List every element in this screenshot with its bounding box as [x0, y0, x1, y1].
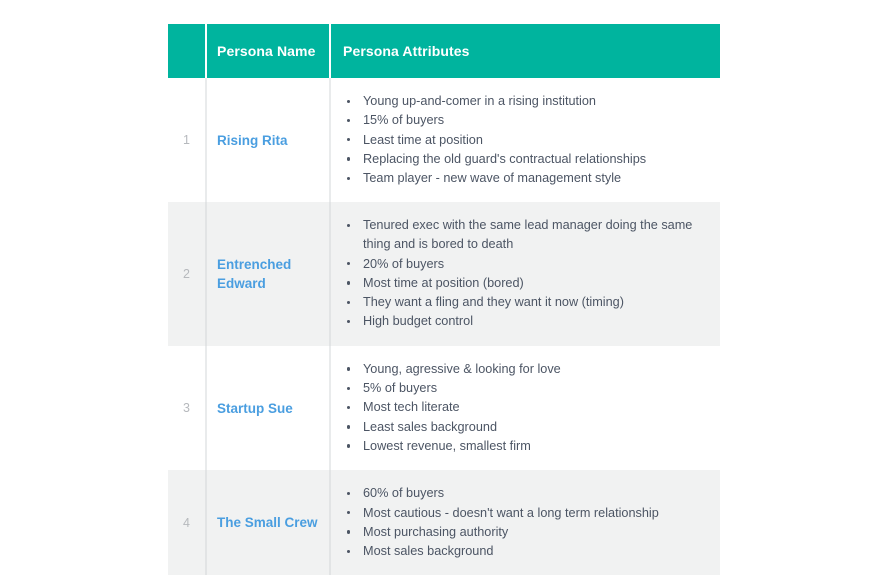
attribute-item — [343, 274, 706, 293]
row-number: 1 — [168, 78, 206, 202]
attribute-text: Young up-and-comer in a rising institution — [363, 94, 596, 108]
bullet-icon — [347, 281, 350, 284]
bullet-icon — [347, 511, 350, 514]
table-row — [168, 78, 720, 202]
attribute-text: Most cautious - doesn't want a long term relationship — [363, 505, 659, 520]
bullet-icon — [347, 367, 350, 370]
persona-name-cell — [206, 78, 330, 202]
attribute-item — [343, 111, 706, 130]
attribute-text: 20% of buyers — [363, 256, 445, 271]
attribute-item — [343, 418, 706, 437]
attribute-list — [343, 484, 706, 561]
bullet-icon — [347, 119, 350, 122]
attribute-text: Most sales background — [363, 544, 494, 559]
persona-table — [168, 24, 720, 575]
attribute-text: Most time at position (bored) — [363, 275, 524, 290]
persona-name-cell — [206, 346, 330, 470]
table-body — [168, 78, 720, 575]
attribute-item — [343, 169, 706, 188]
attribute-item — [343, 312, 706, 331]
attribute-item — [343, 293, 706, 312]
persona-name-link[interactable]: Entrenched Edward — [217, 257, 292, 292]
attribute-text: Tenured exec with the same lead manager doing the same thing and is bored to death — [363, 218, 693, 252]
attribute-text: 60% of buyers — [363, 486, 445, 501]
attribute-text: Most tech literate — [363, 400, 460, 415]
persona-attributes-cell — [330, 202, 720, 345]
persona-name-cell — [206, 202, 330, 345]
attribute-item — [343, 542, 706, 561]
attribute-item — [343, 484, 706, 503]
bullet-icon — [347, 444, 350, 447]
attribute-text: 5% of buyers — [363, 381, 438, 396]
attribute-item — [343, 360, 706, 379]
attribute-text: Team player - new wave of management style — [363, 171, 622, 186]
row-number: 3 — [168, 346, 206, 470]
column-header-persona-name: Persona Name — [206, 24, 330, 78]
attribute-item — [343, 379, 706, 398]
attribute-item — [343, 131, 706, 150]
bullet-icon — [347, 138, 350, 141]
bullet-icon — [347, 550, 350, 553]
bullet-icon — [347, 530, 350, 533]
bullet-icon — [347, 177, 350, 180]
persona-name-link[interactable]: Rising Rita — [217, 132, 288, 148]
attribute-list — [343, 92, 706, 188]
row-number: 4 — [168, 470, 206, 575]
persona-name-link[interactable]: The Small Crew — [217, 515, 318, 531]
persona-attributes-cell — [330, 470, 720, 575]
persona-attributes-cell — [330, 346, 720, 470]
attribute-text: Lowest revenue, smallest firm — [363, 438, 531, 453]
bullet-icon — [347, 406, 350, 409]
bullet-icon — [347, 320, 350, 323]
row-number: 2 — [168, 202, 206, 345]
attribute-list — [343, 216, 706, 331]
table-row — [168, 470, 720, 575]
persona-name-link[interactable]: Startup Sue — [217, 400, 293, 416]
attribute-item — [343, 150, 706, 169]
attribute-text: Replacing the old guard's contractual relationships — [363, 151, 647, 166]
attribute-item — [343, 398, 706, 417]
attribute-item — [343, 92, 706, 111]
attribute-text: Most purchasing authority — [363, 524, 509, 539]
bullet-icon — [347, 425, 350, 428]
attribute-text: Least sales background — [363, 419, 498, 434]
bullet-icon — [347, 492, 350, 495]
attribute-text: Least time at position — [363, 132, 483, 147]
column-header-number — [168, 24, 206, 78]
attribute-list — [343, 360, 706, 456]
table-row — [168, 346, 720, 470]
table-header — [168, 24, 720, 78]
bullet-icon — [347, 301, 350, 304]
bullet-icon — [347, 100, 350, 103]
persona-attributes-cell — [330, 78, 720, 202]
attribute-item — [343, 437, 706, 456]
attribute-item — [343, 216, 706, 254]
attribute-item — [343, 523, 706, 542]
bullet-icon — [347, 157, 350, 160]
bullet-icon — [347, 387, 350, 390]
attribute-item — [343, 255, 706, 274]
attribute-text: They want a fling and they want it now (timing) — [363, 295, 624, 310]
attribute-text: High budget control — [363, 314, 474, 329]
bullet-icon — [347, 262, 350, 265]
attribute-text: 15% of buyers — [363, 113, 445, 128]
persona-name-cell — [206, 470, 330, 575]
table-row — [168, 202, 720, 345]
bullet-icon — [347, 224, 350, 227]
attribute-text: Young, agressive & looking for love — [363, 361, 561, 376]
attribute-item — [343, 504, 706, 523]
column-header-persona-attributes: Persona Attributes — [330, 24, 720, 78]
header-row — [168, 24, 720, 78]
